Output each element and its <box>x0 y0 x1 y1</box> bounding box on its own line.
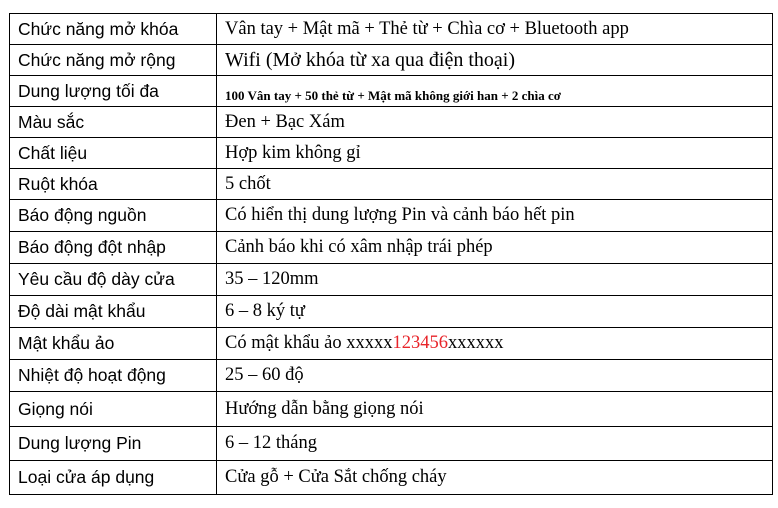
spec-value: 6 – 12 tháng <box>217 427 773 461</box>
table-row <box>10 200 773 232</box>
spec-value: 25 – 60 độ <box>217 360 773 392</box>
spec-value: Đen + Bạc Xám <box>217 107 773 138</box>
virtual-password-prefix: Có mật khẩu ảo xxxxx <box>225 333 393 353</box>
table-row <box>10 169 773 200</box>
virtual-password-highlight: 123456 <box>392 333 449 353</box>
spec-value: Vân tay + Mật mã + Thẻ từ + Chìa cơ + Bluetooth app <box>217 14 773 45</box>
table-row <box>10 360 773 392</box>
table-row <box>10 107 773 138</box>
table-row <box>10 45 773 76</box>
spec-label: Màu sắc <box>10 107 217 138</box>
spec-value <box>217 76 773 107</box>
spec-label: Dung lượng tối đa <box>10 76 217 107</box>
spec-label: Độ dài mật khẩu <box>10 296 217 328</box>
table-row <box>10 296 773 328</box>
spec-label: Loại cửa áp dụng <box>10 461 217 495</box>
table-row <box>10 328 773 360</box>
spec-label: Chất liệu <box>10 138 217 169</box>
spec-label: Chức năng mở khóa <box>10 14 217 45</box>
spec-value <box>217 328 773 360</box>
table-row <box>10 76 773 107</box>
spec-value: 6 – 8 ký tự <box>217 296 773 328</box>
spec-value: Cảnh báo khi có xâm nhập trái phép <box>217 232 773 264</box>
spec-label: Mật khẩu ảo <box>10 328 217 360</box>
table-row <box>10 14 773 45</box>
spec-value: Cửa gỗ + Cửa Sắt chống cháy <box>217 461 773 495</box>
spec-value: 5 chốt <box>217 169 773 200</box>
spec-label: Báo động nguồn <box>10 200 217 232</box>
spec-label: Ruột khóa <box>10 169 217 200</box>
table-row <box>10 232 773 264</box>
spec-value: Hướng dẫn bằng giọng nói <box>217 392 773 427</box>
table-row <box>10 461 773 495</box>
spec-label: Báo động đột nhập <box>10 232 217 264</box>
spec-value: Hợp kim không gỉ <box>217 138 773 169</box>
spec-value-text: 100 Vân tay + 50 thẻ từ + Mật mã không giới han + 2 chìa cơ <box>225 88 561 103</box>
spec-value: 35 – 120mm <box>217 264 773 296</box>
spec-label: Chức năng mở rộng <box>10 45 217 76</box>
table-row <box>10 138 773 169</box>
spec-value: Có hiển thị dung lượng Pin và cảnh báo hết pin <box>217 200 773 232</box>
spec-table <box>9 13 773 495</box>
spec-label: Giọng nói <box>10 392 217 427</box>
spec-label: Nhiệt độ hoạt động <box>10 360 217 392</box>
table-row <box>10 427 773 461</box>
table-row <box>10 392 773 427</box>
spec-label: Yêu cầu độ dày cửa <box>10 264 217 296</box>
spec-label: Dung lượng Pin <box>10 427 217 461</box>
virtual-password-suffix: xxxxxx <box>448 333 504 353</box>
table-row <box>10 264 773 296</box>
spec-value: Wifi (Mở khóa từ xa qua điện thoại) <box>217 45 773 76</box>
